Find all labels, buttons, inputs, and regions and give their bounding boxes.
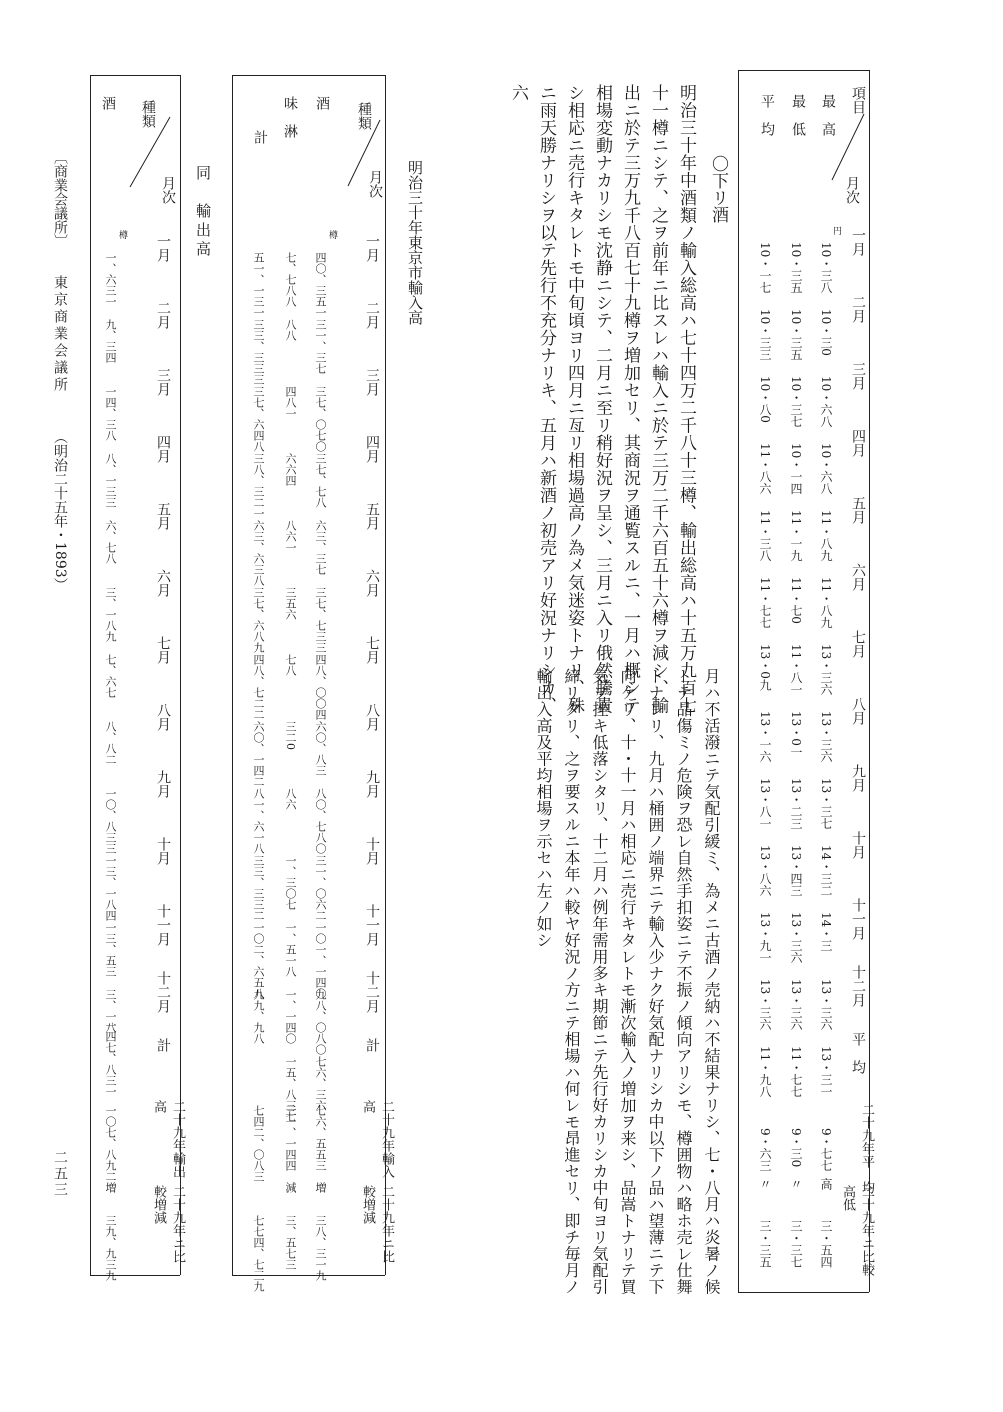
- table1-prev-cell: 9・六三: [758, 1128, 772, 1172]
- table2-cell: 六三、三七: [314, 520, 327, 575]
- table2-cell: 六三、六三八: [252, 520, 265, 586]
- table1-month-12: 十二月: [850, 965, 866, 1007]
- table2-cell: 五一、一三一: [252, 252, 265, 318]
- table2-cell: 一〇二、六五八: [252, 922, 265, 999]
- table2-cell: 八一、六一八: [252, 788, 265, 854]
- table3-cell: 七、六七: [104, 654, 117, 698]
- table1-cell: 11・七七: [789, 1046, 803, 1098]
- table2-cell: 八〇、七八〇: [314, 788, 327, 854]
- table2-cell: 四〇、三五一: [314, 252, 327, 318]
- table3-month-6: 六月: [155, 569, 171, 597]
- paragraph-1: 明治三十年中酒類ノ輸入総高ハ七十四万二千八十三樽、輸出総高ハ十五万九百七十一樽ニシテ、之ヲ前年ニ比スレハ輸入ニ於テ三万二千六百五十六樽ヲ減シ、輸出ニ於テ三万九千八百七十九樽ヲ増加セリ、其商況ヲ通覧スルニ、一月ハ概シテ相場変動ナカリシモ沈静ニシテ、二月ニ至リ稍好況ヲ呈シ、三月ニ入リ俄然騰貴シ相応ニ売行キタレトモ中旬頃ヨリ四月ニ亙リ相場過高ノ為メ気迷姿トナリ、殊ニ雨天勝ナリシヲ以テ先行不充分ナリキ、五月ハ新酒ノ初売アリ好況ナリシカ、六: [508, 84, 696, 714]
- table3-col-prev: 二十九年輸出高: [151, 1100, 185, 1178]
- table1-cell: 13・八一: [758, 778, 772, 830]
- table1-month-13: 平 均: [850, 1032, 866, 1074]
- table3-month-11: 十一月: [155, 904, 171, 946]
- table3-month-5: 五月: [155, 502, 171, 530]
- table1-cell: 10・三0: [819, 309, 833, 356]
- table2-row-label-mirin: 味 淋: [282, 96, 298, 138]
- table1-row-label-avg: 平 均: [759, 94, 775, 136]
- table1-cell: 13・二三: [789, 778, 803, 830]
- table2-cell: 三三、三三三: [252, 319, 265, 385]
- table1-cell: 13・0一: [789, 711, 803, 758]
- table1-month-8: 八月: [850, 697, 866, 725]
- table1-cell: 11・八九: [819, 577, 833, 629]
- table2-month-10: 十月: [364, 837, 380, 865]
- table2-cmp-cell: 七七四、七三九: [252, 1215, 265, 1292]
- page-number: 二五三: [52, 1150, 68, 1198]
- table1-cell: 11・七七: [758, 577, 772, 629]
- table2-header-month: 月次: [367, 170, 383, 198]
- footer-source-label: 〔商業会議所〕: [52, 150, 68, 248]
- table2-cell: 九八、〇八〇: [314, 989, 327, 1055]
- table1-month-9: 九月: [850, 764, 866, 792]
- table2-cell: 七六、三六: [314, 1056, 327, 1111]
- table1-month-3: 三月: [850, 362, 866, 390]
- table1-cmp-cell: 三・五四: [819, 1220, 833, 1268]
- table1-month-11: 十一月: [850, 898, 866, 940]
- table1-cell: 13・三六: [819, 644, 833, 696]
- table3-month-3: 三月: [155, 368, 171, 396]
- table2-cell: 四八、七二二: [252, 654, 265, 720]
- table3-header-month: 月次: [160, 176, 176, 204]
- table1-col-prev: 二十九年平 均: [859, 1103, 874, 1194]
- table1-cmp-cell: 三・三七: [789, 1220, 803, 1268]
- table1-month-7: 七月: [850, 630, 866, 658]
- paragraph-2: 月ハ不活潑ニテ気配引緩ミ、為メニ古酒ノ売納ハ不結果ナリシ、七・八月ハ炎暑ノ候トテ品傷ミノ危険ヲ恐レ自然手扣姿ニテ不振ノ傾向アリシモ、樽囲物ハ略ホ売レ仕舞トナレリ、九月ハ桶囲ノ端界ニテ輸入少ナク好気配ナリシカ中以下ノ品ハ望薄ニテ下向ケリ、十・十一月ハ相応ニ売行キタレトモ漸次輸入ノ増加ヲ来シ、品嵩トナリテ買気ヲ挫キ低落シタリ、十二月ハ例年需用多キ期節ニテ先行好カリシカ中旬ヨリ気配引締リタリ、之ヲ要スルニ本年ハ較ヤ好況ノ方ニテ相場ハ何レモ昂進セリ、即チ毎月ノ輸出入高及平均相場ヲ示セハ左ノ如シ: [534, 668, 721, 1295]
- table1-cell: 10・三八: [819, 242, 833, 294]
- table2-cmp-cell: 三、五七三: [284, 1215, 297, 1270]
- table1-unit: 円: [831, 226, 841, 235]
- table2-row-label-total: 計: [252, 130, 268, 144]
- table1-cell: 10・三三: [758, 309, 772, 361]
- table3-cell: 九、三四: [104, 319, 117, 363]
- table3-cell: 一、六三一: [104, 252, 117, 307]
- table2-cell: 八六: [284, 788, 297, 810]
- table1-month-6: 六月: [850, 563, 866, 591]
- table2-cell: 三八、三二一: [252, 453, 265, 519]
- table1-cell: 13・九一: [758, 912, 772, 964]
- table2-cell: 一、三〇七: [284, 855, 297, 910]
- table2-cell: 三七、〇七〇: [314, 386, 327, 452]
- table2-unit: 樽: [327, 230, 337, 239]
- table2-col-compare: 二十九年ニ比較増減: [360, 1185, 394, 1263]
- table1-cell: 10・六八: [819, 376, 833, 428]
- table2-month-7: 七月: [364, 636, 380, 664]
- table2-cell: 三一、〇六二: [314, 855, 327, 921]
- table1-cell: 13・三七: [819, 778, 833, 830]
- table2-cell: 八六一: [284, 520, 297, 553]
- table2-cell: 三七、七八: [314, 453, 327, 508]
- table3-cell: 八、八二: [104, 721, 117, 765]
- table2-cmp-cell: 三八、三一九: [314, 1215, 327, 1281]
- table1-header-month: 月次: [844, 176, 860, 204]
- table2-cell: 一五、八三七: [284, 1056, 297, 1122]
- table1-cell: 13・三六: [819, 711, 833, 763]
- table1-cmp-dir: 高: [819, 1178, 833, 1190]
- table1-cell: 10・三五: [789, 309, 803, 361]
- table1-cell: 14・三二: [819, 845, 833, 897]
- table2-cell: 六〇、八三: [314, 721, 327, 776]
- table2-cmp-dir: 減: [284, 1182, 297, 1193]
- table2-col-prev: 二十九年輸入高: [360, 1100, 394, 1178]
- table2-month-2: 二月: [364, 301, 380, 329]
- table1-cell: 13・三六: [789, 912, 803, 964]
- table3-header-kind: 種類: [140, 100, 156, 128]
- table1-cell: 13・四三: [789, 845, 803, 897]
- table2-cell: 六〇、一四二: [252, 721, 265, 787]
- table2-month-6: 六月: [364, 569, 380, 597]
- table1-cell: 11・七0: [789, 577, 803, 624]
- table1-row-label-max: 最 高: [820, 94, 836, 136]
- table2-header-kind: 種類: [356, 102, 372, 130]
- table2-month-12: 十二月: [364, 971, 380, 1013]
- table1-month-10: 十月: [850, 831, 866, 859]
- table3-cell: 一三、一八四: [104, 855, 117, 921]
- table1-cmp-dir: 〃: [789, 1178, 803, 1190]
- table1-cmp-dir: 〃: [758, 1178, 772, 1190]
- table3-cell: 三、一八: [104, 989, 117, 1033]
- table3-month-13: 計: [155, 1038, 171, 1052]
- table2-month-4: 四月: [364, 435, 380, 463]
- table3-unit: 樽: [117, 230, 127, 239]
- table3-cell: 一三、五三: [104, 922, 117, 977]
- table2-cell: 六六四: [284, 453, 297, 486]
- table2-cell: 四八一: [284, 386, 297, 419]
- table1-col-compare: 二十九年ニ比較高低: [840, 1185, 874, 1276]
- table3-prev-cell: 一〇七、八九二: [104, 1105, 117, 1182]
- table2-cell: 八八: [284, 319, 297, 341]
- footer-source-date: （明治二十五年・1893）: [52, 430, 68, 592]
- table1-prev-cell: 9・三0: [789, 1128, 803, 1168]
- table1-cell: 13・0九: [758, 644, 772, 691]
- table1-month-4: 四月: [850, 429, 866, 457]
- table2-cell: 三五六: [284, 587, 297, 620]
- table3-month-1: 一月: [155, 234, 171, 262]
- table2-cell: 一〇一、一四〇: [314, 922, 327, 999]
- table3-month-12: 十二月: [155, 971, 171, 1013]
- table2-cell: 一、一四〇: [284, 989, 297, 1044]
- table1-cell: 13・三一: [819, 1046, 833, 1098]
- table2-cmp-dir: 増: [314, 1182, 327, 1193]
- table1-cell: 13・三六: [758, 979, 772, 1031]
- table3-month-2: 二月: [155, 301, 171, 329]
- table3-month-10: 十月: [155, 837, 171, 865]
- table1-cell: 11・三八: [758, 510, 772, 562]
- table1-cell: 10・六八: [819, 443, 833, 495]
- section-title: 〇下リ酒: [708, 155, 728, 223]
- table3-month-7: 七月: [155, 636, 171, 664]
- table2-month-1: 一月: [364, 234, 380, 262]
- table3-cmp-dir: 増: [104, 1182, 117, 1193]
- table1-month-1: 一月: [850, 228, 866, 256]
- table1-prev-cell: 9・七七: [819, 1128, 833, 1172]
- table3-cell: 六、七八: [104, 520, 117, 564]
- table1-cell: 11・八九: [819, 510, 833, 562]
- table2-title: 明治三十年東京市輸入高: [406, 160, 424, 325]
- table2-prev-cell: 三一、一四四: [284, 1105, 297, 1171]
- table1-cell: 11・一九: [789, 510, 803, 562]
- table1-row-label-min: 最 低: [790, 94, 806, 136]
- table1-cell: 10・一四: [789, 443, 803, 495]
- table3-cell: 一四、三八: [104, 386, 117, 441]
- table2-prev-cell: 七六、五五三: [314, 1105, 327, 1171]
- table1-month-2: 二月: [850, 295, 866, 323]
- table1-cell: 10・八0: [758, 376, 772, 423]
- table2-cell: 三七、七三三: [314, 587, 327, 653]
- table1-header-item: 項目: [850, 86, 866, 114]
- table1-month-5: 五月: [850, 496, 866, 524]
- table1-cell: 10・一七: [758, 242, 772, 294]
- table1-cell: 10・三五: [789, 242, 803, 294]
- table1-cell: 14・三: [819, 912, 833, 952]
- footer-source-title: 東京商業会議所: [52, 275, 68, 394]
- table3-row-label-sake: 酒: [100, 96, 116, 110]
- table2-cell: 四八、〇〇四: [314, 654, 327, 720]
- table3-cell: 八、一三三: [104, 453, 117, 508]
- table2-month-11: 十一月: [364, 904, 380, 946]
- table3-month-8: 八月: [155, 703, 171, 731]
- table1-cell: 13・三六: [789, 979, 803, 1031]
- table2-cell: 一、五一八: [284, 922, 297, 977]
- table1-cell: 13・三六: [819, 979, 833, 1031]
- table2-cell: 九九、九八: [252, 989, 265, 1044]
- table2-month-13: 計: [364, 1038, 380, 1052]
- table1-cell: 11・八一: [789, 644, 803, 696]
- table2-month-8: 八月: [364, 703, 380, 731]
- table2-cell: 七、七八八: [284, 252, 297, 307]
- table3-cell: 一〇、八三三: [104, 788, 117, 854]
- table2-month-3: 三月: [364, 368, 380, 396]
- table3-col-compare: 二十九年ニ比較増減: [151, 1185, 185, 1263]
- table2-cell: 三七、六八九: [252, 587, 265, 653]
- table3-title: 同 輸出高: [194, 165, 212, 260]
- table1-cell: 11・八六: [758, 443, 772, 495]
- table2-prev-cell: 七四二、〇八三: [252, 1105, 265, 1182]
- table3-cell: 三、一八九: [104, 587, 117, 642]
- table1-cell: 10・三七: [789, 376, 803, 428]
- table2-cell: 三一、三七: [314, 319, 327, 374]
- table1-cell: 13・八六: [758, 845, 772, 897]
- table1-cell: 11・九八: [758, 1046, 772, 1098]
- table1-cmp-cell: 三・三五: [758, 1220, 772, 1268]
- table3-cmp-cell: 三九、九三九: [104, 1215, 117, 1281]
- table1-cell: 13・一六: [758, 711, 772, 763]
- table2-cell: 七八: [284, 654, 297, 676]
- table2-month-5: 五月: [364, 502, 380, 530]
- table3-month-9: 九月: [155, 770, 171, 798]
- table2-cell: 三三、三三二: [252, 855, 265, 921]
- table2-cell: 三二0: [284, 721, 297, 750]
- table3-month-4: 四月: [155, 435, 171, 463]
- table3-total-cell: 一四七、八三一: [104, 1020, 117, 1097]
- table2-month-9: 九月: [364, 770, 380, 798]
- table2-cell: 三七、六四八: [252, 386, 265, 452]
- table2-row-label-sake: 酒: [314, 96, 330, 110]
